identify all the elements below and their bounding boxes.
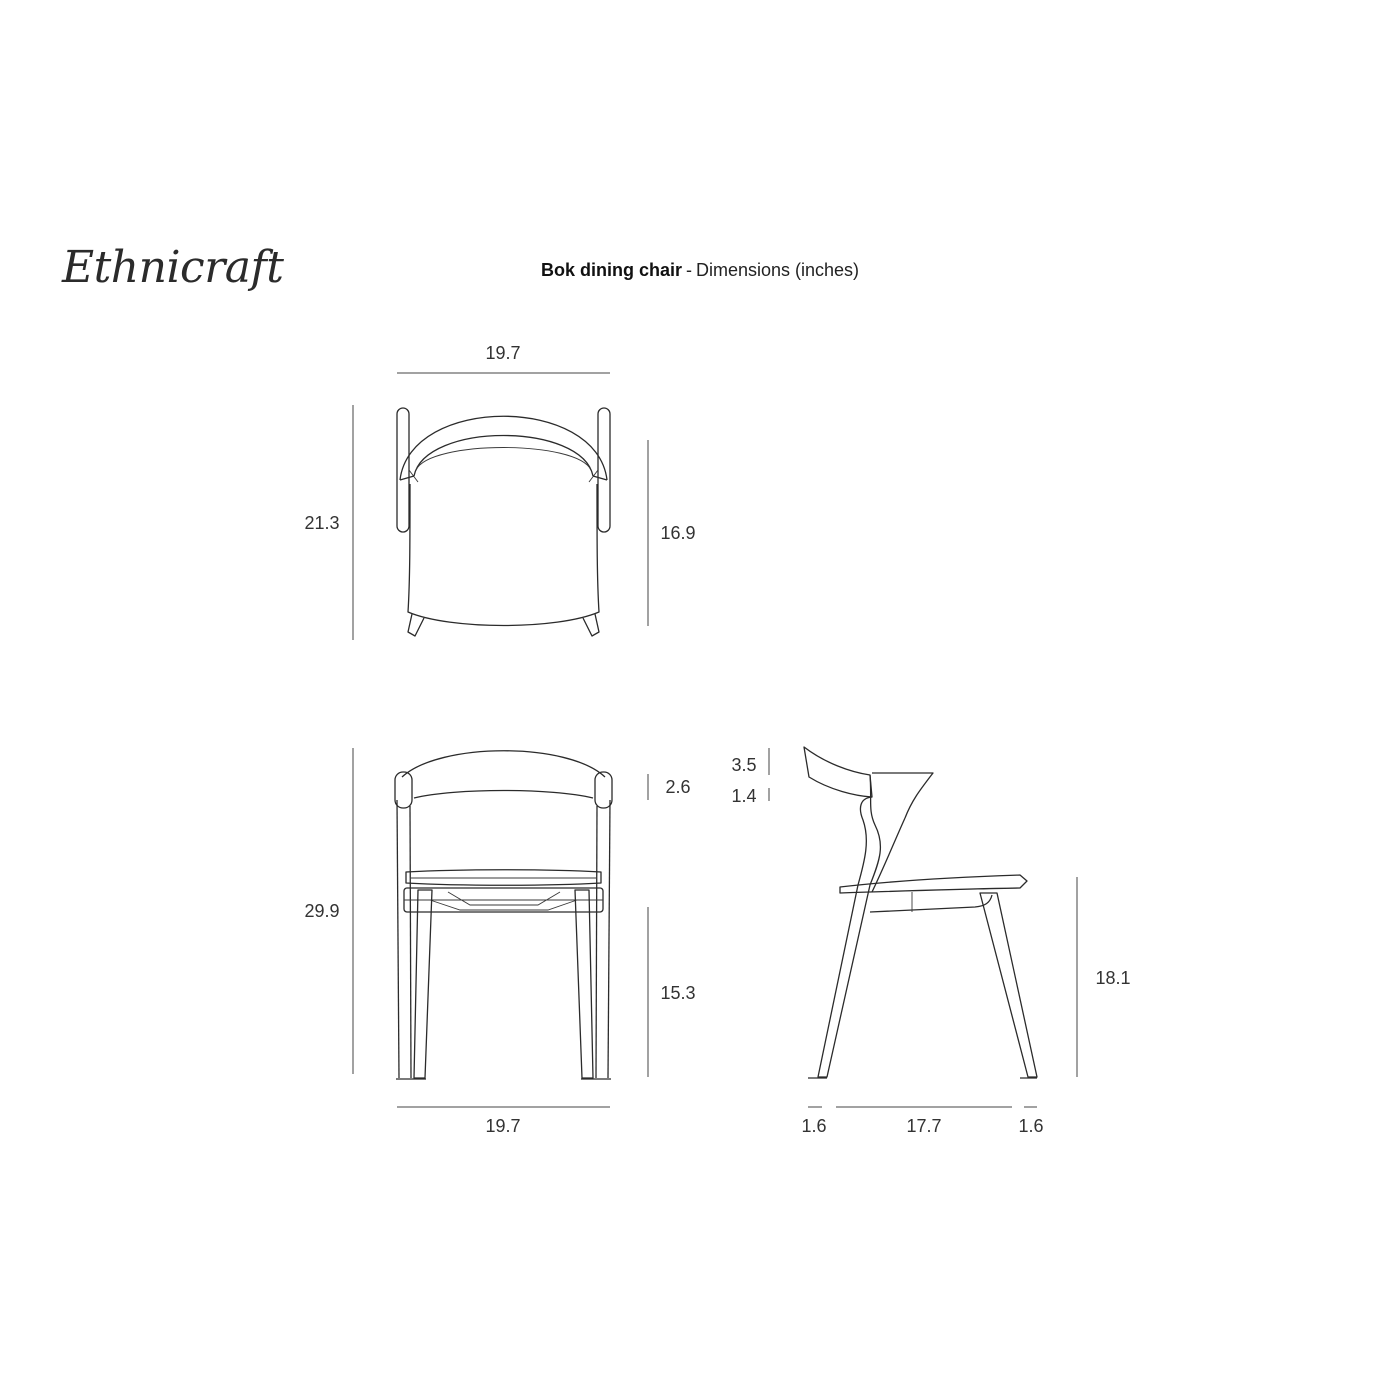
side-view-back-leg	[818, 775, 880, 1077]
side-depth-label: 17.7	[906, 1116, 942, 1136]
front-height-label: 29.9	[304, 901, 340, 921]
side-backrest-top-label: 3.5	[731, 755, 757, 775]
product-name: Bok dining chair	[540, 260, 682, 280]
side-view-apron	[870, 895, 992, 912]
top-view-backrest-inner	[414, 436, 593, 477]
side-seat-height-label: 18.1	[1095, 968, 1131, 988]
top-seat-depth-label: 16.9	[660, 523, 696, 543]
front-view-backrest-top	[402, 751, 605, 777]
brand-logo: Ethnicraft	[62, 242, 284, 293]
side-view-armrest	[872, 773, 933, 818]
side-view-front-leg	[980, 893, 1037, 1077]
top-view-chair	[397, 408, 610, 636]
front-seat-height-label: 15.3	[660, 983, 696, 1003]
title-separator: -	[685, 260, 692, 280]
side-foot-right-label: 1.6	[1018, 1116, 1044, 1136]
side-backrest-lower-label: 1.4	[731, 786, 757, 806]
top-view-backrest-outer	[400, 416, 607, 480]
top-view-right-armrest	[598, 408, 610, 532]
front-view-chair	[395, 751, 612, 1079]
top-width-label: 19.7	[485, 343, 521, 363]
top-depth-label: 21.3	[304, 513, 340, 533]
top-view-seat	[408, 484, 599, 626]
front-view-seat	[406, 870, 601, 886]
title-subtitle: Dimensions (inches)	[695, 260, 860, 280]
side-view-chair	[804, 747, 1037, 1078]
side-view-backrest	[804, 747, 872, 797]
front-width-label: 19.7	[485, 1116, 521, 1136]
front-backrest-label: 2.6	[665, 777, 691, 797]
side-view-seat	[840, 875, 1027, 893]
front-view-backrest-bottom	[414, 791, 593, 799]
front-view-right-leg	[575, 890, 593, 1078]
side-foot-left-label: 1.6	[801, 1116, 827, 1136]
front-view-left-leg	[414, 890, 432, 1078]
top-view-left-armrest	[397, 408, 409, 532]
